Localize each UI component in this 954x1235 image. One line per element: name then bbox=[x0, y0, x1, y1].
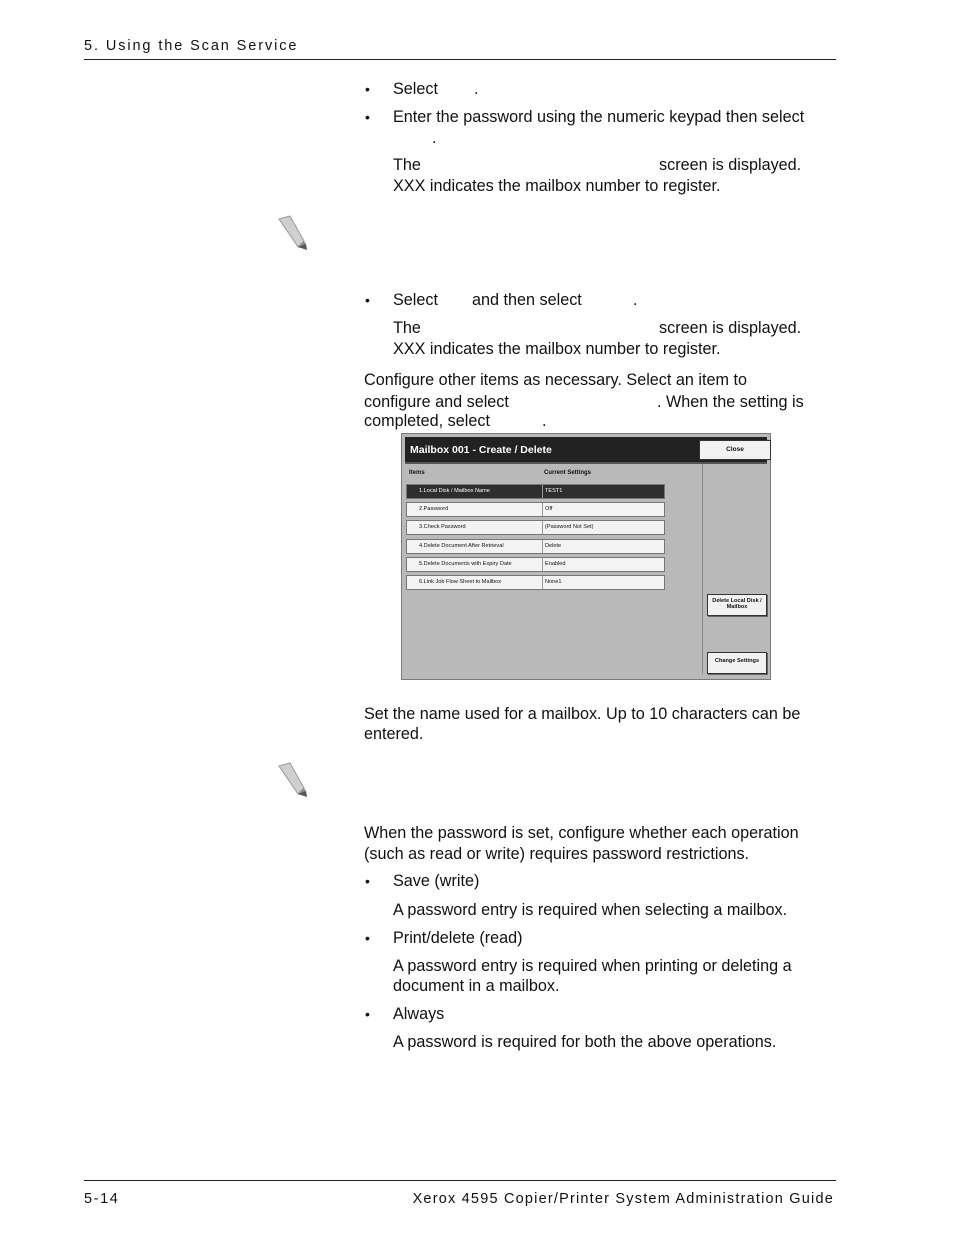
row-item-label: 4.Delete Document After Retrieval bbox=[419, 543, 504, 549]
bullet: • bbox=[365, 930, 370, 946]
option-always: Always bbox=[393, 1005, 445, 1023]
row-item-label: 6.Link Job Flow Sheet to Mailbox bbox=[419, 579, 502, 585]
delete-button-line-1: Delete Local Disk / bbox=[712, 598, 762, 604]
row-current-value: (Password Not Set) bbox=[545, 524, 594, 530]
option-print-delete-read: Print/delete (read) bbox=[393, 929, 523, 947]
note-pencil-icon bbox=[276, 215, 308, 251]
password-restriction-line-1: When the password is set, configure whether each operation bbox=[364, 824, 799, 842]
mailbox-number-note-2: XXX indicates the mailbox number to register. bbox=[393, 340, 721, 358]
note-pencil-icon bbox=[276, 762, 308, 798]
row-divider bbox=[542, 540, 543, 553]
screen-displayed-end: screen is displayed. bbox=[659, 156, 802, 174]
step-select-2-period: . bbox=[633, 291, 638, 309]
row-divider bbox=[542, 521, 543, 534]
footer-rule bbox=[84, 1180, 836, 1181]
screen-title-bar bbox=[405, 437, 767, 464]
mailbox-name-line-2: entered. bbox=[364, 725, 424, 743]
bullet: • bbox=[365, 109, 370, 125]
bullet: • bbox=[365, 1006, 370, 1022]
screen-displayed-start: The bbox=[393, 156, 421, 174]
settings-row-delete-after-retrieval[interactable] bbox=[406, 539, 665, 554]
screen-title: Mailbox 001 - Create / Delete bbox=[410, 444, 552, 456]
settings-row-delete-expiry[interactable] bbox=[406, 557, 665, 572]
column-header-items: Items bbox=[409, 470, 425, 476]
row-divider bbox=[542, 558, 543, 571]
step-select-2: Select bbox=[393, 291, 438, 309]
bullet: • bbox=[365, 81, 370, 97]
option-print-delete-desc-1: A password entry is required when printing or deleting a bbox=[393, 957, 792, 975]
row-current-value: None1 bbox=[545, 579, 562, 585]
change-settings-button[interactable]: Change Settings bbox=[707, 652, 767, 674]
row-item-label: 3.Check Password bbox=[419, 524, 466, 530]
row-current-value: Off bbox=[545, 506, 553, 512]
screen-displayed-end-2: screen is displayed. bbox=[659, 319, 802, 337]
option-always-desc: A password is required for both the above operations. bbox=[393, 1033, 777, 1051]
configure-line-3a: completed, select bbox=[364, 412, 490, 430]
settings-row-check-password[interactable] bbox=[406, 520, 665, 535]
row-item-label: 5.Delete Documents with Expiry Date bbox=[419, 561, 512, 567]
step-select-period: . bbox=[474, 80, 479, 98]
settings-row-password[interactable] bbox=[406, 502, 665, 517]
delete-button-line-2: Mailbox bbox=[726, 604, 748, 610]
step-select: Select bbox=[393, 80, 438, 98]
row-divider bbox=[542, 576, 543, 589]
close-button[interactable]: Close bbox=[699, 440, 771, 460]
configure-line-2b: . When the setting is bbox=[657, 393, 804, 411]
row-current-value: Enabled bbox=[545, 561, 566, 567]
guide-title: Xerox 4595 Copier/Printer System Administration Guide bbox=[412, 1191, 834, 1207]
page-number: 5-14 bbox=[84, 1191, 120, 1207]
row-item-label: 2.Password bbox=[419, 506, 449, 512]
delete-local-disk-mailbox-button[interactable] bbox=[707, 594, 767, 616]
step-and-then-select: and then select bbox=[472, 291, 582, 309]
running-header: 5. Using the Scan Service bbox=[84, 38, 299, 54]
row-divider bbox=[542, 503, 543, 516]
bullet: • bbox=[365, 292, 370, 308]
configure-line-3b: . bbox=[542, 412, 547, 430]
password-restriction-line-2: (such as read or write) requires password restrictions. bbox=[364, 845, 750, 863]
option-save-write-desc: A password entry is required when selecting a mailbox. bbox=[393, 901, 788, 919]
option-save-write: Save (write) bbox=[393, 872, 480, 890]
option-print-delete-desc-2: document in a mailbox. bbox=[393, 977, 560, 995]
column-header-current-settings: Current Settings bbox=[544, 470, 592, 476]
header-rule bbox=[84, 59, 836, 60]
row-item-label: 1.Local Disk / Mailbox Name bbox=[419, 488, 490, 494]
configure-line-1: Configure other items as necessary. Select an item to bbox=[364, 371, 747, 389]
mailbox-number-note: XXX indicates the mailbox number to register. bbox=[393, 177, 721, 195]
row-current-value: Delete bbox=[545, 543, 562, 549]
step-enter-password-period: . bbox=[432, 129, 437, 147]
screen-displayed-start-2: The bbox=[393, 319, 421, 337]
configure-line-2a: configure and select bbox=[364, 393, 509, 411]
row-divider bbox=[542, 485, 543, 498]
row-current-value: TEST1 bbox=[545, 488, 563, 494]
settings-row-link-job-flow[interactable] bbox=[406, 575, 665, 590]
settings-row-mailbox-name[interactable] bbox=[406, 484, 665, 499]
mailbox-create-delete-screen bbox=[401, 433, 771, 680]
mailbox-name-line-1: Set the name used for a mailbox. Up to 10 characters can be bbox=[364, 705, 801, 723]
step-enter-password: Enter the password using the numeric keypad then select bbox=[393, 108, 805, 126]
bullet: • bbox=[365, 873, 370, 889]
